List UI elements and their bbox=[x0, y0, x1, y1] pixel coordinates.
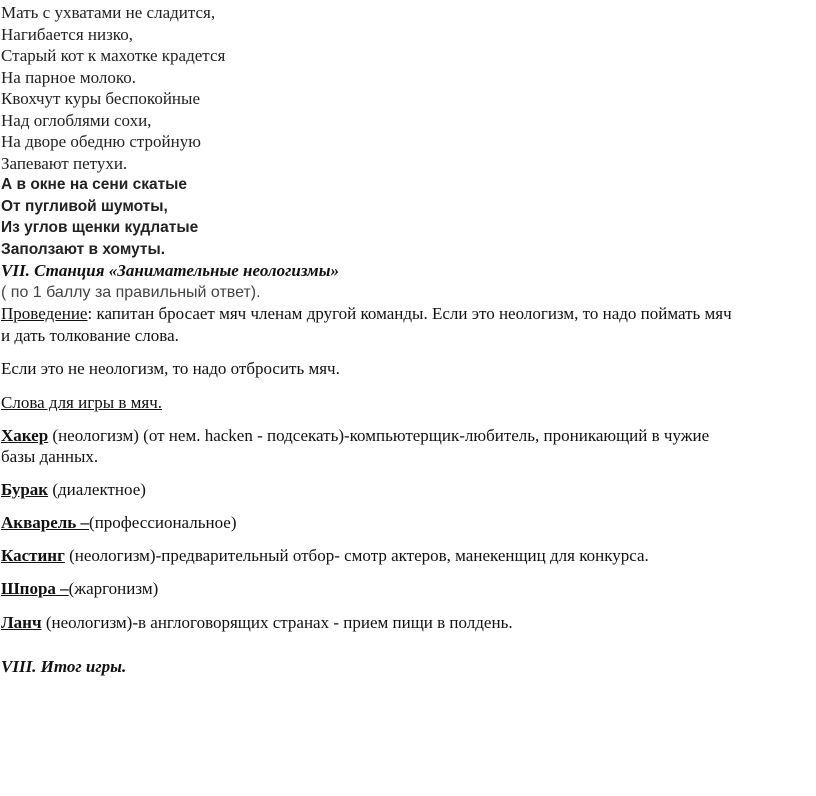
rule-text: Если это не неологизм, то надо отбросить мяч. bbox=[1, 359, 340, 378]
word-entry bbox=[1, 545, 649, 567]
word-definition: (неологизм)-предварительный отбор- смотр актеров, манекенщиц для конкурса. bbox=[64, 546, 649, 565]
word-definition: (диалектное) bbox=[48, 480, 146, 499]
word-entry bbox=[1, 578, 158, 600]
word-definition: (неологизм) (от нем. hacken - подсекать)-компьютерщик-любитель, проникающий в чужие bbox=[48, 426, 710, 445]
poem-line: Мать с ухватами не сладится, bbox=[1, 3, 216, 22]
poem-line: Квохчут куры беспокойные bbox=[1, 89, 200, 108]
word-entry bbox=[1, 612, 513, 634]
poem-line: На парное молоко. bbox=[1, 68, 136, 87]
poem-line: Нагибается низко, bbox=[1, 25, 133, 44]
word-definition-cont: базы данных. bbox=[1, 447, 99, 466]
words-title: Слова для игры в мяч. bbox=[1, 393, 163, 412]
station-7-heading: VII. Станция «Занимательные неологизмы» bbox=[1, 261, 339, 280]
poem-bold-line: От пугливой шумоты, bbox=[1, 198, 168, 215]
station-8-heading: VIII. Итог игры. bbox=[1, 657, 127, 676]
word-entry bbox=[1, 512, 237, 534]
word-entry bbox=[1, 479, 146, 501]
word-definition: (жаргонизм) bbox=[68, 579, 159, 598]
word-term: Акварель – bbox=[1, 513, 90, 532]
word-term: Шпора – bbox=[1, 579, 69, 598]
word-term: Ланч bbox=[1, 613, 42, 632]
word-entry bbox=[1, 425, 709, 447]
word-term: Кастинг bbox=[1, 546, 65, 565]
poem-bold-line: Заползают в хомуты. bbox=[1, 241, 166, 258]
word-term: Хакер bbox=[1, 426, 49, 445]
poem-line: На дворе обедню стройную bbox=[1, 132, 201, 151]
poem-bold-line: Из углов щенки кудлатые bbox=[1, 219, 199, 236]
scoring-note: ( по 1 баллу за правильный ответ). bbox=[1, 284, 261, 301]
poem-line: Над оглоблями сохи, bbox=[1, 111, 152, 130]
procedure-text: : капитан бросает мяч членам другой команды. Если это неологизм, то надо поймать мяч bbox=[87, 304, 732, 323]
procedure-paragraph bbox=[1, 303, 732, 325]
word-definition: (неологизм)-в англоговорящих странах - прием пищи в полдень. bbox=[41, 613, 513, 632]
word-definition: (профессиональное) bbox=[89, 513, 237, 532]
word-term: Бурак bbox=[1, 480, 49, 499]
poem-bold-line: А в окне на сени скатые bbox=[1, 176, 188, 193]
poem-line: Старый кот к махотке крадется bbox=[1, 46, 226, 65]
procedure-label: Проведение bbox=[1, 304, 88, 323]
procedure-text-cont: и дать толкование слова. bbox=[1, 326, 179, 345]
poem-line: Запевают петухи. bbox=[1, 154, 128, 173]
